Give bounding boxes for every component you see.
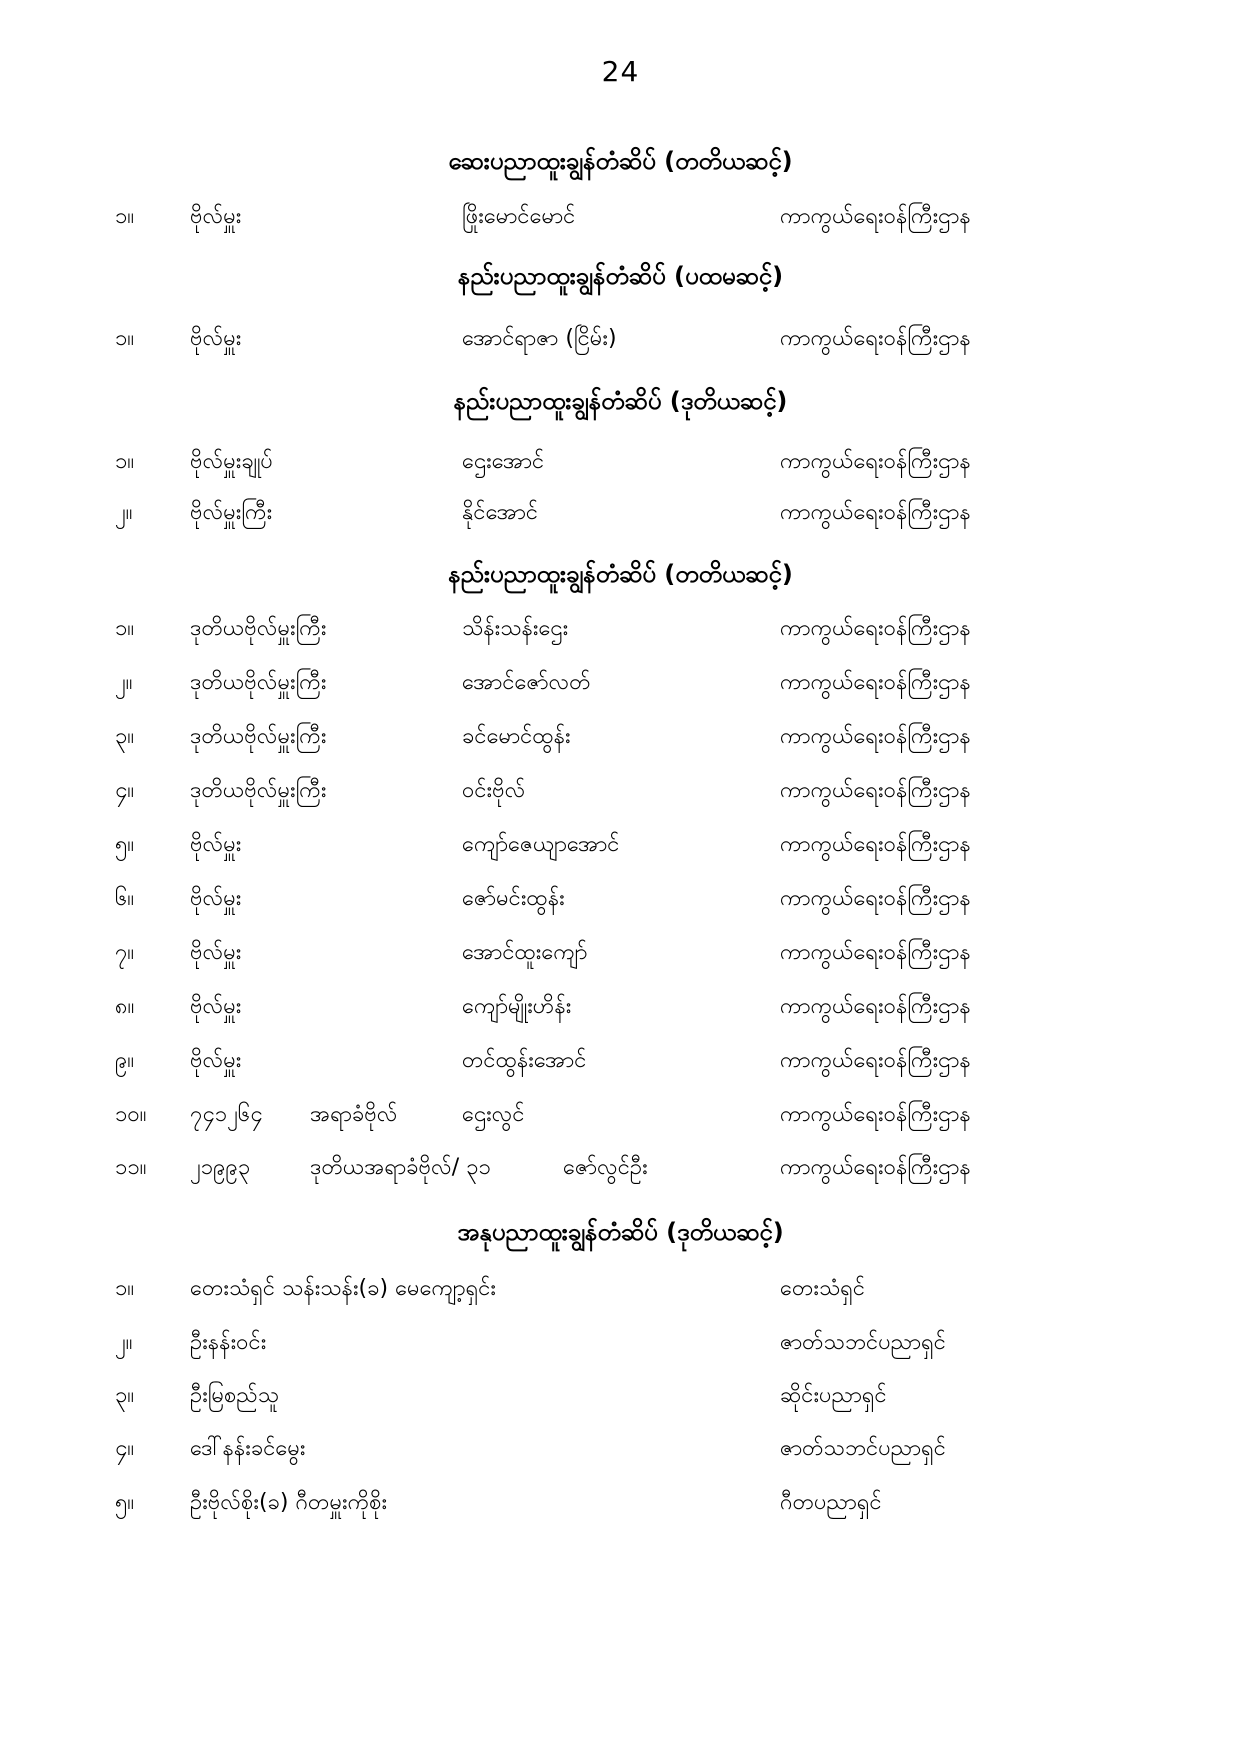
serial-number-cell: ၂၁၉၉၃ [190,1155,251,1180]
ministry-cell: ကာကွယ်ရေးဝန်ကြီးဌာန [780,1155,971,1180]
row-number: ၁။ [115,449,135,474]
row-number: ၁။ [115,1276,135,1301]
name-cell: အောင်ရာဇာ (ငြိမ်း) [462,326,617,351]
row-number: ၈။ [115,994,135,1019]
name-cell: နိုင်အောင် [462,500,539,525]
name-cell: တေးသံရှင် သန်းသန်း(ခ) မေကျော့ရှင်း [190,1276,497,1301]
name-cell: ဌေးအောင် [462,449,545,474]
section-heading: အနုပညာထူးချွန်တံဆိပ် (ဒုတိယဆင့်) [457,1218,784,1246]
title-cell: တေးသံရှင် [780,1276,866,1301]
page-number: 24 [601,55,640,88]
name-cell: ဇော်မင်းထွန်း [462,886,565,911]
name-cell: ဦးနန်းဝင်း [190,1330,267,1355]
rank-cell: ဒုတိယဗိုလ်မှူးကြီး [190,724,327,749]
row-number: ၆။ [115,886,135,911]
row-number: ၃။ [115,724,135,749]
name-cell: ကျော်ဇေယျာအောင် [462,832,620,857]
name-cell: ဇော်လွင်ဦး [563,1155,648,1180]
name-cell: အောင်ဇော်လတ် [462,670,591,695]
ministry-cell: ကာကွယ်ရေးဝန်ကြီးဌာန [780,778,971,803]
rank-cell: အရာခံဗိုလ် [310,1102,398,1127]
ministry-cell: ကာကွယ်ရေးဝန်ကြီးဌာန [780,940,971,965]
ministry-cell: ကာကွယ်ရေးဝန်ကြီးဌာန [780,616,971,641]
name-cell: သိန်းသန်းဌေး [462,616,569,641]
name-cell: ဦးဗိုလ်စိုး(ခ) ဂီတမှူးကိုစိုး [190,1490,388,1515]
row-number: ၁။ [115,616,135,641]
rank-cell: ဗိုလ်မှူးကြီး [190,500,273,525]
title-cell: ဇာတ်သဘင်ပညာရှင် [780,1436,946,1461]
row-number: ၅။ [115,832,135,857]
ministry-cell: ကာကွယ်ရေးဝန်ကြီးဌာန [780,886,971,911]
rank-cell: ဗိုလ်မှူး [190,994,242,1019]
name-cell: ဌေးလွင် [462,1102,525,1127]
row-number: ၁၁။ [115,1155,147,1180]
ministry-cell: ကာကွယ်ရေးဝန်ကြီးဌာန [780,994,971,1019]
section-heading: ဆေးပညာထူးချွန်တံဆိပ် (တတိယဆင့်) [448,147,793,175]
row-number: ၂။ [115,670,133,695]
ministry-cell: ကာကွယ်ရေးဝန်ကြီးဌာန [780,326,971,351]
rank-cell: ဗိုလ်မှူး [190,1048,242,1073]
rank-cell: ဗိုလ်မှူး [190,204,242,229]
section-heading: နည်းပညာထူးချွန်တံဆိပ် (တတိယဆင့်) [448,560,793,588]
ministry-cell: ကာကွယ်ရေးဝန်ကြီးဌာန [780,204,971,229]
ministry-cell: ကာကွယ်ရေးဝန်ကြီးဌာန [780,832,971,857]
row-number: ၂။ [115,1330,133,1355]
row-number: ၉။ [115,1048,135,1073]
ministry-cell: ကာကွယ်ရေးဝန်ကြီးဌာန [780,449,971,474]
rank-cell: ဒုတိယဗိုလ်မှူးကြီး [190,778,327,803]
rank-cell: ဗိုလ်မှူး [190,886,242,911]
rank-cell: ဒုတိယအရာခံဗိုလ်/ ၃၁ [310,1155,491,1180]
rank-cell: ဒုတိယဗိုလ်မှူးကြီး [190,616,327,641]
name-cell: ကျော်မျိုးဟိန်း [462,994,572,1019]
rank-cell: ဗိုလ်မှူး [190,326,242,351]
serial-number-cell: ၇၄၁၂၆၄ [190,1102,263,1127]
row-number: ၁။ [115,326,135,351]
row-number: ၇။ [115,940,135,965]
name-cell: ဖြိုးမောင်မောင် [462,204,576,229]
section-heading: နည်းပညာထူးချွန်တံဆိပ် (ဒုတိယဆင့်) [453,387,788,415]
title-cell: ဆိုင်းပညာရှင် [780,1383,887,1408]
name-cell: ဒေါ်နန်းခင်မွေး [190,1436,306,1461]
rank-cell: ဗိုလ်မှူးချုပ် [190,449,273,474]
ministry-cell: ကာကွယ်ရေးဝန်ကြီးဌာန [780,1048,971,1073]
name-cell: အောင်ထူးကျော် [462,940,588,965]
row-number: ၃။ [115,1383,135,1408]
row-number: ၁။ [115,204,135,229]
row-number: ၅။ [115,1490,135,1515]
rank-cell: ဗိုလ်မှူး [190,832,242,857]
row-number: ၄။ [115,778,135,803]
name-cell: ဝင်းဗိုလ် [462,778,526,803]
title-cell: ဂီတပညာရှင် [780,1490,882,1515]
row-number: ၂။ [115,500,133,525]
section-heading: နည်းပညာထူးချွန်တံဆိပ် (ပထမဆင့်) [457,262,784,290]
ministry-cell: ကာကွယ်ရေးဝန်ကြီးဌာန [780,724,971,749]
row-number: ၄။ [115,1436,135,1461]
rank-cell: ဒုတိယဗိုလ်မှူးကြီး [190,670,327,695]
name-cell: ခင်မောင်ထွန်း [462,724,571,749]
ministry-cell: ကာကွယ်ရေးဝန်ကြီးဌာန [780,670,971,695]
name-cell: ဦးမြစည်သူ [190,1383,279,1408]
rank-cell: ဗိုလ်မှူး [190,940,242,965]
ministry-cell: ကာကွယ်ရေးဝန်ကြီးဌာန [780,1102,971,1127]
title-cell: ဇာတ်သဘင်ပညာရှင် [780,1330,946,1355]
ministry-cell: ကာကွယ်ရေးဝန်ကြီးဌာန [780,500,971,525]
name-cell: တင်ထွန်းအောင် [462,1048,587,1073]
row-number: ၁၀။ [115,1102,147,1127]
